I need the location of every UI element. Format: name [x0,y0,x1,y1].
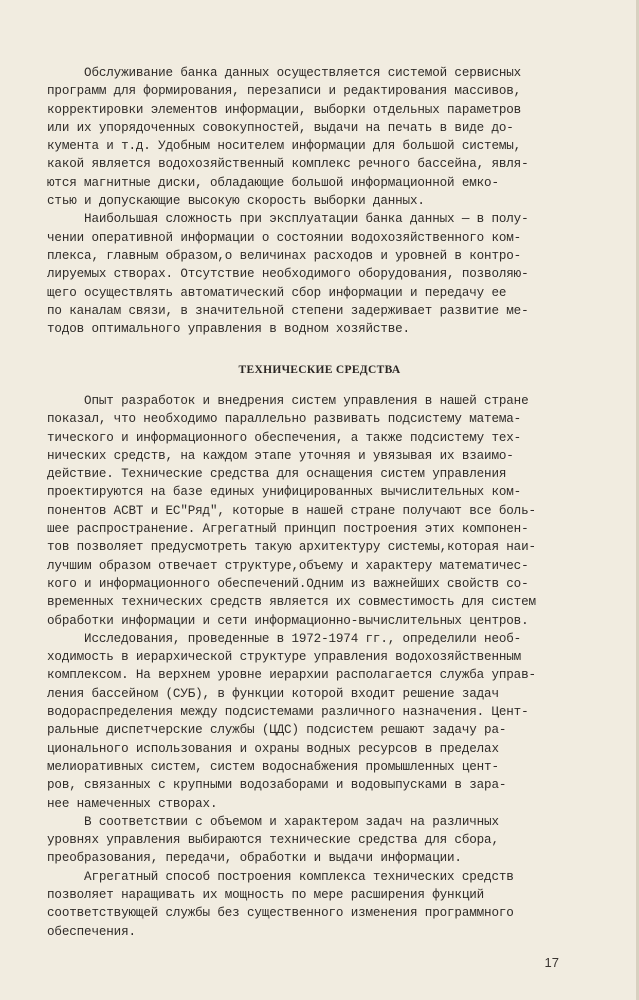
text-line: щего осуществлять автоматический сбор информации и передачу ее [47,285,507,300]
section-text [47,392,587,941]
text-line: показал, что необходимо параллельно развивать подсистему матема- [47,412,522,427]
text-line: ются магнитные диски, обладающие большой информационной емко- [47,175,499,190]
paragraph [47,64,587,210]
text-line: тов позволяет предусмотреть такую архитектуру системы,которая наи- [47,540,536,555]
text-line: комплексом. На верхнем уровне иерархии располагается служба управ- [47,668,536,683]
text-line: кумента и т.д. Удобным носителем информации для большой системы, [47,139,522,154]
text-line: стью и допускающие высокую скорость выборки данных. [47,194,425,209]
text-line: чении оперативной информации о состоянии водохозяйственного ком- [47,230,522,245]
text-line: проектируются на базе единых унифицированных вычислительных ком- [47,485,522,500]
text-line: ционального использования и охраны водных ресурсов в пределах [47,741,499,756]
text-line: кого и информационного обеспечений.Одним из важнейших свойств со- [47,576,529,591]
text-line: ходимость в иерархической структуре управления водохозяйственным [47,650,522,665]
section-heading: ТЕХНИЧЕСКИЕ СРЕДСТВА [238,364,401,376]
text-line: какой является водохозяйственный комплекс речного бассейна, явля- [47,157,529,172]
paragraph [47,630,587,813]
text-line: временных технических средств является их совместимость для систем [47,595,536,610]
text-line: преобразования, передачи, обработки и выдачи информации. [47,851,462,866]
text-line: Наибольшая сложность при эксплуатации банка данных — в полу- [47,212,529,227]
text-line: Опыт разработок и внедрения систем управления в нашей стране [47,394,529,408]
text-line: плекса, главным образом,о величинах расходов и уровней в контро- [47,248,522,263]
text-line: ров, связанных с крупными водозаборами и водовыпусками в зара- [47,778,507,793]
text-line: нических средств, на каждом этапе уточняя и увязывая их взаимо- [47,448,514,463]
paragraph [47,868,587,941]
text-line: уровнях управления выбираются технические средства для сбора, [47,833,499,848]
text-line: шее распространение. Агрегатный принцип построения этих компонен- [47,522,529,537]
page-number: 17 [544,955,559,970]
text-line: лучшим образом отвечает структуре,объему и характеру математичес- [47,558,529,573]
text-line: соответствующей службы без существенного изменения программного [47,906,514,921]
text-line: Исследования, проведенные в 1972-1974 гг., определили необ- [47,631,522,646]
text-line: или их упорядоченных совокупностей, выдачи на печать в виде до- [47,120,514,135]
text-line: нее намеченных створах. [47,796,218,811]
intro-text [47,64,587,338]
text-line: Агрегатный способ построения комплекса технических средств [47,869,514,884]
text-line: корректировки элементов информации, выборки отдельных параметров [47,102,522,117]
text-line: программ для формирования, перезаписи и редактирования массивов, [47,84,522,99]
text-line: водораспределения между подсистемами различного назначения. Цент- [47,705,529,720]
paragraph [47,392,587,630]
text-line: тического и информационного обеспечения, а также подсистему тех- [47,430,522,445]
text-line: В соответствии с объемом и характером задач на различных [47,814,499,829]
text-line: действие. Технические средства для оснащения систем управления [47,467,507,482]
text-line: понентов АСВТ и ЕС"Ряд", которые в нашей стране получают все боль- [47,503,536,518]
text-line: позволяет наращивать их мощность по мере расширения функций [47,888,485,903]
paragraph [47,813,587,868]
text-line: тодов оптимального управления в водном хозяйстве. [47,322,410,337]
text-line: лируемых створах. Отсутствие необходимого оборудования, позволяю- [47,267,529,282]
text-line: обеспечения. [47,924,136,939]
text-line: ральные диспетчерские службы (ЦДС) подсистем решают задачу ра- [47,723,507,738]
paragraph [47,210,587,338]
text-line: по каналам связи, в значительной степени задерживает развитие ме- [47,303,529,318]
text-line: обработки информации и сети информационно-вычислительных центров. [47,613,529,628]
text-line: Обслуживание банка данных осуществляется системой сервисных [47,66,522,80]
text-line: ления бассейном (СУБ), в функции которой входит решение задач [47,686,499,701]
text-line: мелиоративных систем, систем водоснабжения промышленных цент- [47,759,499,774]
